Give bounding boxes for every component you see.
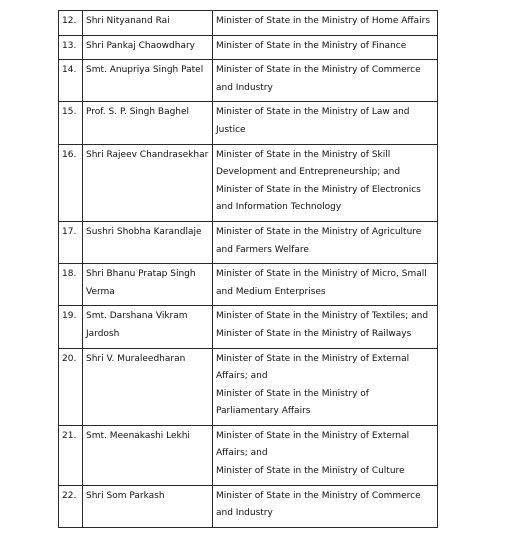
portfolio-line: Minister of State in the Ministry of Law and Justice <box>216 107 410 135</box>
portfolio-cell <box>213 348 438 425</box>
table-row <box>59 425 438 485</box>
portfolio-line: Minister of State in the Ministry of External Affairs; and <box>216 430 410 459</box>
minister-name: Prof. S. P. Singh Baghel <box>83 102 213 144</box>
portfolio-line: Minister of State in the Ministry of Micro, Small and Medium Enterprises <box>216 269 427 297</box>
portfolio-line: Minister of State in the Ministry of Finance <box>216 40 407 51</box>
table-row <box>59 102 438 144</box>
portfolio-line: Minister of State in the Ministry of Skill Development and Entrepreneurship; and <box>216 149 401 178</box>
row-number: 21. <box>59 425 83 485</box>
row-number: 14. <box>59 60 83 102</box>
portfolio-line: Minister of State in the Ministry of Commerce and Industry <box>216 65 421 93</box>
portfolio-line: Minister of State in the Ministry of Parliamentary Affairs <box>216 388 369 417</box>
row-number: 12. <box>59 11 83 36</box>
table-row <box>59 485 438 527</box>
portfolio-cell <box>213 102 438 144</box>
minister-name: Smt. Meenakashi Lekhi <box>83 425 213 485</box>
portfolio-line: Minister of State in the Ministry of Agriculture and Farmers Welfare <box>216 226 422 255</box>
row-number: 17. <box>59 221 83 263</box>
portfolio-cell <box>213 221 438 263</box>
table-row <box>59 35 438 60</box>
table-row <box>59 144 438 221</box>
portfolio-cell <box>213 425 438 485</box>
row-number: 16. <box>59 144 83 221</box>
minister-name: Shri Rajeev Chandrasekhar <box>83 144 213 221</box>
portfolio-line: Minister of State in the Ministry of Commerce and Industry <box>216 490 421 519</box>
table-row <box>59 264 438 306</box>
row-number: 15. <box>59 102 83 144</box>
minister-name: Shri Som Parkash <box>83 485 213 527</box>
ministers-table <box>58 10 438 528</box>
portfolio-cell <box>213 306 438 348</box>
portfolio-line: Minister of State in the Ministry of Culture <box>216 466 405 477</box>
portfolio-cell <box>213 264 438 306</box>
portfolio-line: Minister of State in the Ministry of Electronics and Information Technology <box>216 184 421 213</box>
minister-name: Shri Bhanu Pratap Singh Verma <box>83 264 213 306</box>
table-row <box>59 221 438 263</box>
table-row <box>59 306 438 348</box>
table-row <box>59 348 438 425</box>
portfolio-cell <box>213 485 438 527</box>
row-number: 13. <box>59 35 83 60</box>
row-number: 22. <box>59 485 83 527</box>
minister-name: Shri Pankaj Chaowdhary <box>83 35 213 60</box>
header-fragment <box>262 0 332 5</box>
portfolio-cell <box>213 144 438 221</box>
portfolio-line: Minister of State in the Ministry of Home Affairs <box>216 16 431 26</box>
portfolio-line: Minister of State in the Ministry of External Affairs; and <box>216 353 410 382</box>
row-number: 20. <box>59 348 83 425</box>
portfolio-line: Minister of State in the Ministry of Railways <box>216 328 412 339</box>
minister-name: Sushri Shobha Karandlaje <box>83 221 213 263</box>
portfolio-cell <box>213 60 438 102</box>
minister-name: Shri Nityanand Rai <box>83 11 213 36</box>
table-row <box>59 60 438 102</box>
portfolio-line: Minister of State in the Ministry of Textiles; and <box>216 311 429 322</box>
row-number: 18. <box>59 264 83 306</box>
minister-name: Shri V. Muraleedharan <box>83 348 213 425</box>
minister-name: Smt. Darshana Vikram Jardosh <box>83 306 213 348</box>
portfolio-cell <box>213 35 438 60</box>
row-number: 19. <box>59 306 83 348</box>
table-row <box>59 11 438 36</box>
portfolio-cell <box>213 11 438 36</box>
minister-name: Smt. Anupriya Singh Patel <box>83 60 213 102</box>
